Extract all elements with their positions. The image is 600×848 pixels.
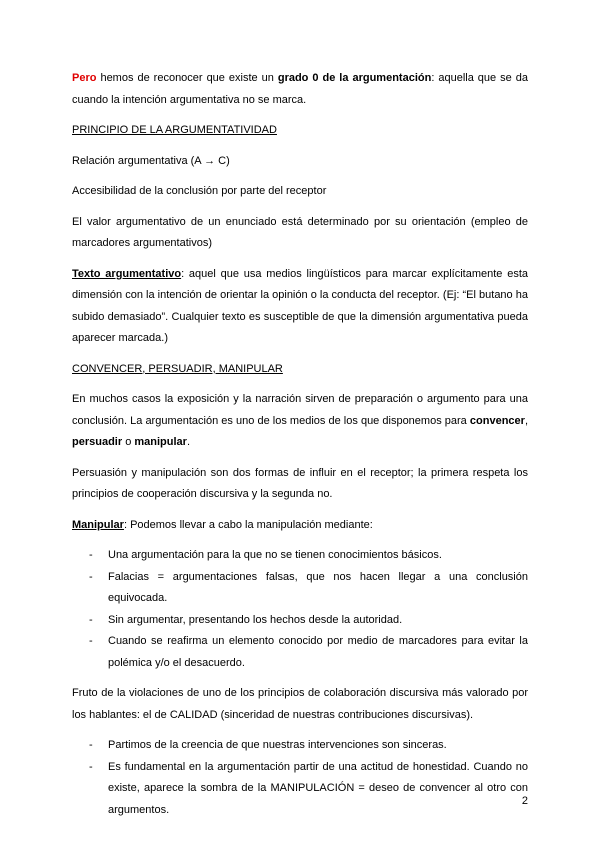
paragraph-relacion: Relación argumentativa (A → C) bbox=[72, 154, 230, 167]
manipular-term: Manipular bbox=[72, 518, 124, 531]
page-content bbox=[72, 68, 528, 821]
paragraph-fruto: Fruto de la violaciones de uno de los principios de colaboración discursiva más valorado por los hablantes: el de CALIDAD (sinceridad de nuestras contribuciones discursivas). bbox=[72, 687, 528, 721]
list-manipulacion bbox=[72, 545, 528, 674]
heading-convencer: CONVENCER, PERSUADIR, MANIPULAR bbox=[72, 362, 283, 375]
pero-keyword: Pero bbox=[72, 72, 97, 84]
list-item: - Cuando se reafirma un elemento conocido por medio de marcadores para evitar la polémica y/o el desacuerdo. bbox=[89, 635, 528, 669]
list-item: - Una argumentación para la que no se tienen conocimientos básicos. bbox=[89, 549, 442, 561]
list-item: - Sin argumentar, presentando los hechos desde la autoridad. bbox=[89, 613, 403, 626]
paragraph-texto-argumentativo: Texto argumentativo: aquel que usa medios lingüísticos para marcar explícitamente esta dimensión con la intención de orientar la opinión o la conducta del receptor. (Ej: “El butano ha subido demasiado”. Cualquier texto es susceptible de que la dimensión argumentativa pueda aparecer marcada.) bbox=[72, 267, 528, 344]
heading-principio: PRINCIPIO DE LA ARGUMENTATIVIDAD bbox=[72, 124, 277, 136]
paragraph-exposicion: En muchos casos la exposición y la narración sirven de preparación o argumento para una conclusión. La argumentación es uno de los medios de los que disponemos para convencer, persuadir o manipular. bbox=[72, 393, 528, 448]
grado-cero-term: grado 0 de la argumentación bbox=[277, 72, 432, 84]
paragraph-persuasion: Persuasión y manipulación son dos formas de influir en el receptor; la primera respeta los principios de cooperación discursiva y la segunda no. bbox=[72, 466, 528, 500]
texto-argumentativo-term: Texto argumentativo bbox=[72, 267, 182, 280]
paragraph-grado-cero: Pero hemos de reconocer que existe un grado 0 de la argumentación: aquella que se da cuando la intención argumentativa no se marca. bbox=[72, 72, 528, 106]
paragraph-valor: El valor argumentativo de un enunciado está determinado por su orientación (empleo de marcadores argumentativos) bbox=[72, 215, 528, 249]
list-item: - Falacias = argumentaciones falsas, que nos hacen llegar a una conclusión equivocada. bbox=[89, 570, 528, 604]
page-number: 2 bbox=[521, 795, 528, 807]
list-calidad bbox=[72, 735, 528, 821]
list-item: - Partimos de la creencia de que nuestras intervenciones son sinceras. bbox=[89, 739, 447, 751]
paragraph-accesibilidad: Accesibilidad de la conclusión por parte del receptor bbox=[72, 185, 327, 197]
list-item: - Es fundamental en la argumentación partir de una actitud de honestidad. Cuando no existe, aparece la sombra de la MANIPULACIÓN = deseo de convencer al otro con argumentos. bbox=[89, 760, 528, 816]
paragraph-manipular: Manipular: Podemos llevar a cabo la manipulación mediante: bbox=[72, 518, 373, 531]
